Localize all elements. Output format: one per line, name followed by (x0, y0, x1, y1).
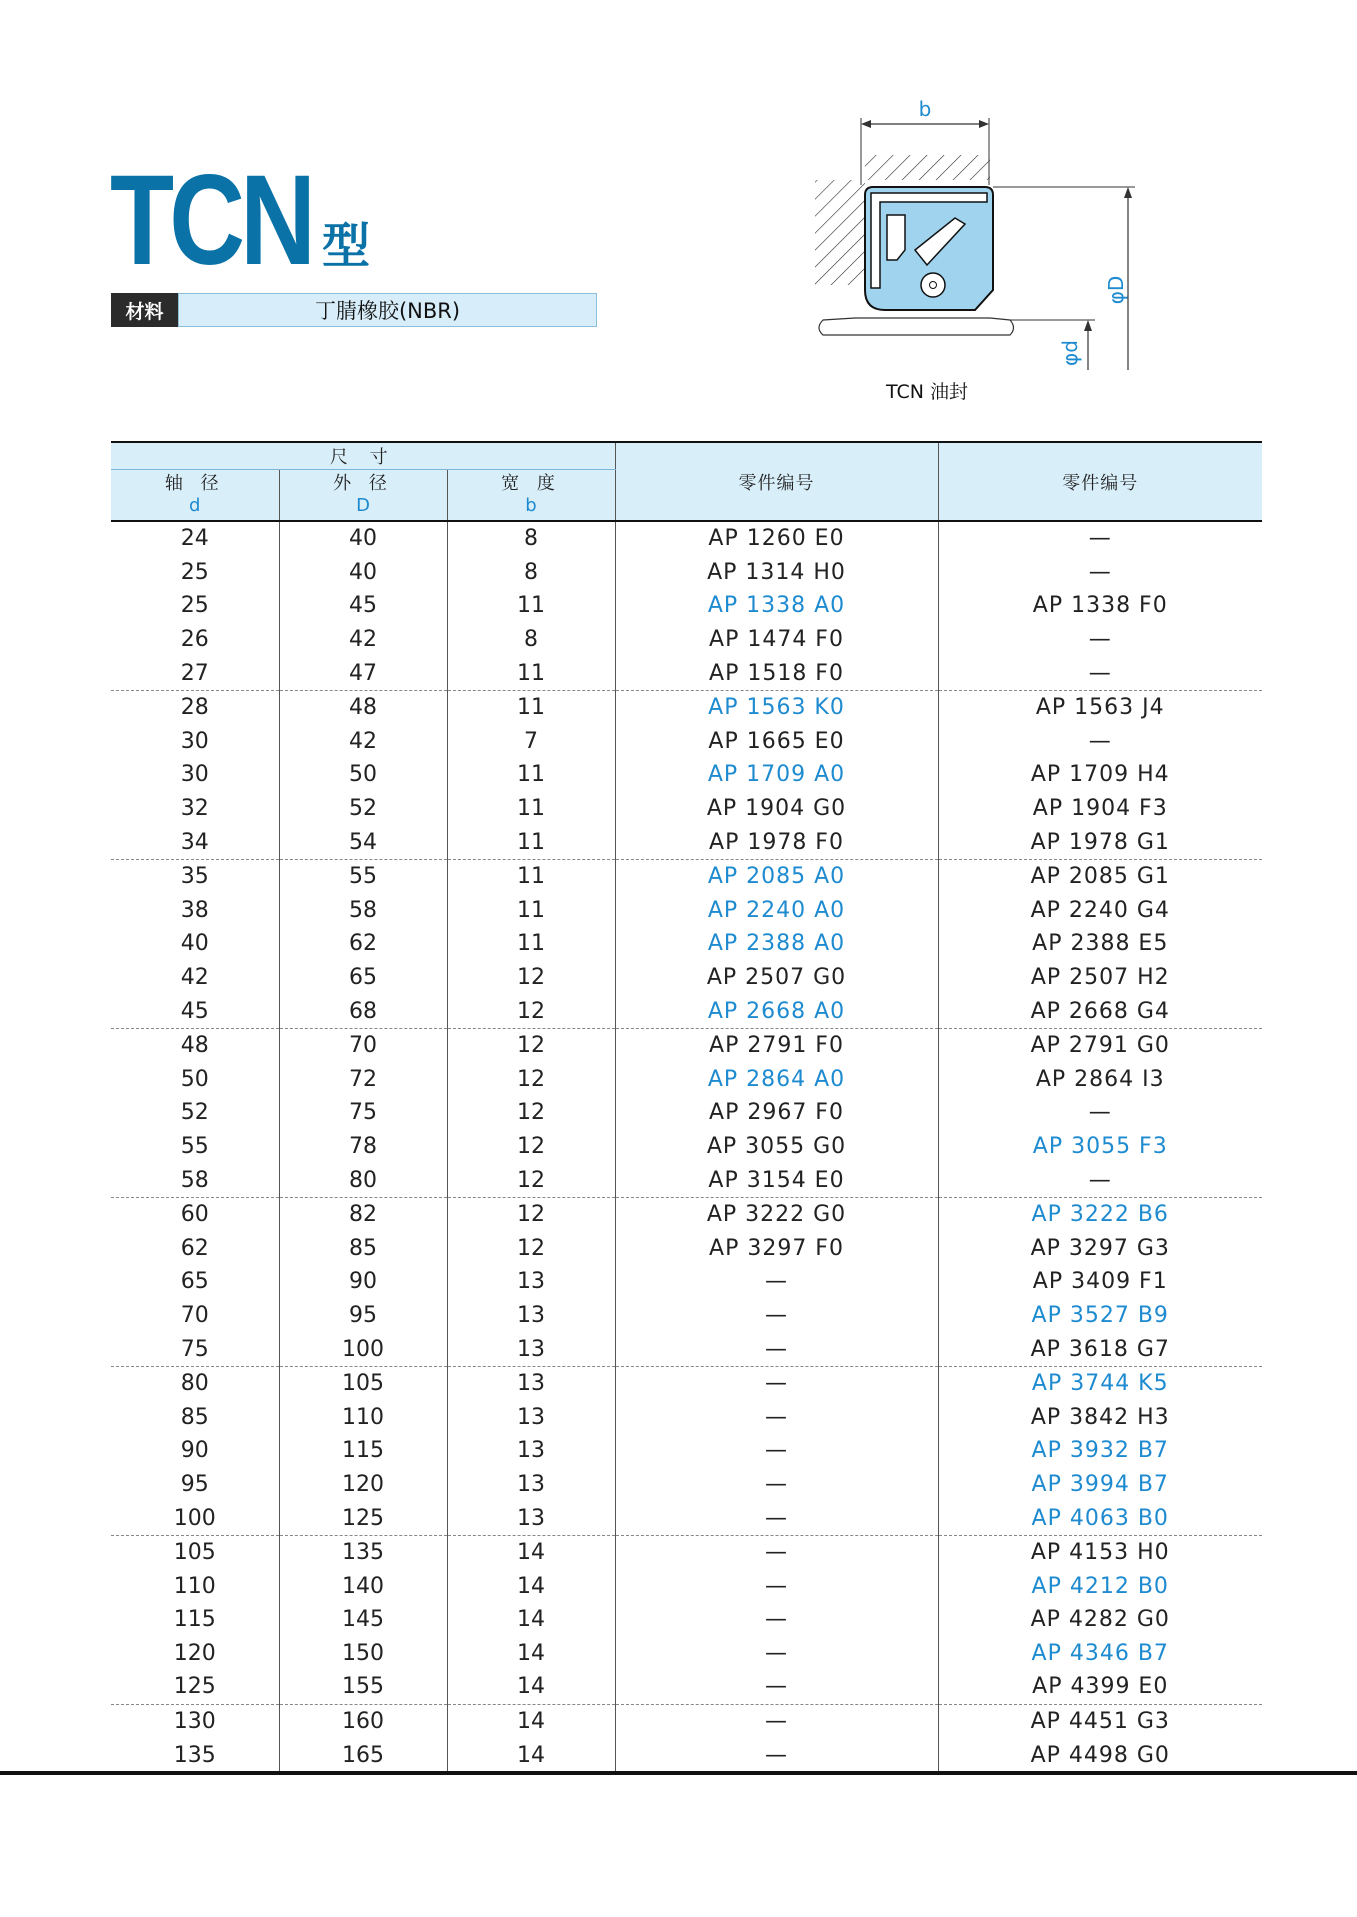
cell-part-no-1: AP 1904 G0 (615, 792, 938, 826)
cell-part-no-1: — (615, 1603, 938, 1637)
cell-part-no-2: AP 2864 I3 (1035, 1066, 1165, 1092)
cell-outer-dia: 58 (279, 894, 447, 928)
cell-width: 12 (447, 1163, 615, 1197)
cell-shaft-dia: 32 (111, 792, 279, 826)
cell-part-no-1: AP 1978 F0 (615, 825, 938, 859)
cell-part-no-1: — (615, 1569, 938, 1603)
cell-outer-dia: 140 (279, 1569, 447, 1603)
cell-part-no-2: — (1088, 1100, 1112, 1126)
column-header-part-no-2: 零件编号 (938, 443, 1262, 520)
table-row (111, 1028, 1262, 1062)
title-suffix: 型 (322, 220, 371, 273)
table-row (111, 690, 1262, 724)
cell-part-no-2: AP 4399 E0 (938, 1670, 1262, 1704)
page-title (110, 149, 371, 292)
cell-part-no-1: AP 1709 A0 (615, 758, 938, 792)
table-row (111, 1332, 1262, 1366)
cell-shaft-dia: 70 (111, 1299, 279, 1333)
cell-part-no-2: AP 4451 G3 (1030, 1709, 1170, 1735)
cell-part-no-1: AP 2791 F0 (615, 1028, 938, 1062)
cell-width: 11 (447, 690, 615, 724)
table-row (111, 1738, 1262, 1772)
cell-outer-dia: 145 (279, 1603, 447, 1637)
column-header-outer-dia: 外 径 D (279, 470, 447, 521)
table-row (111, 623, 1262, 657)
cell-width: 11 (447, 927, 615, 961)
cell-part-no-1: — (615, 1265, 938, 1299)
cell-part-no-2: — (938, 1163, 1262, 1197)
cell-width: 13 (447, 1501, 615, 1535)
cell-shaft-dia: 25 (111, 556, 279, 590)
cell-outer-dia: 105 (279, 1366, 447, 1400)
cell-part-no-1: AP 1665 E0 (615, 725, 938, 759)
cell-part-no-1: — (615, 1299, 938, 1333)
cell-outer-dia: 150 (279, 1637, 447, 1671)
table-row (111, 589, 1262, 623)
cell-part-no-2: AP 1563 J4 (1035, 695, 1165, 721)
cell-part-no-2: AP 3932 B7 (1031, 1438, 1169, 1464)
cell-part-no-1: AP 2864 A0 (615, 1063, 938, 1097)
cell-shaft-dia: 48 (111, 1028, 279, 1062)
table-row (111, 1670, 1262, 1704)
table-row (111, 725, 1262, 759)
cell-shaft-dia: 100 (111, 1501, 279, 1535)
cell-part-no-2: AP 3527 B9 (1031, 1302, 1169, 1328)
material-value: 丁腈橡胶(NBR) (178, 293, 597, 327)
cell-outer-dia: 54 (279, 825, 447, 859)
table-row (111, 1096, 1262, 1130)
cell-outer-dia: 135 (279, 1535, 447, 1569)
cell-width: 13 (447, 1468, 615, 1502)
table-row (111, 894, 1262, 928)
cell-shaft-dia: 55 (111, 1130, 279, 1164)
cell-outer-dia: 78 (279, 1130, 447, 1164)
bottom-rule (0, 1771, 1357, 1775)
cell-part-no-2: AP 2668 G4 (938, 994, 1262, 1028)
column-header-width: 宽 度 b (447, 470, 615, 521)
cell-part-no-2: AP 1904 F3 (1032, 796, 1168, 822)
cell-outer-dia: 40 (279, 556, 447, 590)
cell-outer-dia: 45 (279, 589, 447, 623)
cell-width: 11 (447, 792, 615, 826)
cell-outer-dia: 47 (279, 656, 447, 690)
cell-shaft-dia: 80 (111, 1366, 279, 1400)
cell-width: 8 (447, 521, 615, 556)
cell-width: 13 (447, 1366, 615, 1400)
cell-part-no-2: — (1088, 559, 1112, 585)
cell-width: 14 (447, 1603, 615, 1637)
cell-part-no-2: AP 2791 G0 (1030, 1033, 1170, 1059)
cell-width: 12 (447, 1231, 615, 1265)
table-row (111, 1468, 1262, 1502)
table-row (111, 1366, 1262, 1400)
cell-part-no-2: AP 3994 B7 (1031, 1471, 1169, 1497)
cell-width: 13 (447, 1434, 615, 1468)
table-row (111, 1704, 1262, 1738)
cell-outer-dia: 55 (279, 859, 447, 893)
cell-outer-dia: 70 (279, 1028, 447, 1062)
cell-shaft-dia: 24 (111, 521, 279, 556)
cell-part-no-2: AP 3744 K5 (1031, 1371, 1169, 1397)
cell-width: 12 (447, 1096, 615, 1130)
cell-shaft-dia: 62 (111, 1231, 279, 1265)
cell-outer-dia: 125 (279, 1501, 447, 1535)
cell-part-no-1: — (615, 1670, 938, 1704)
cell-width: 11 (447, 859, 615, 893)
table-row (111, 656, 1262, 690)
cell-width: 13 (447, 1265, 615, 1299)
table-row (111, 994, 1262, 1028)
cell-width: 8 (447, 556, 615, 590)
table-row (111, 792, 1262, 826)
table-row (111, 1063, 1262, 1097)
cell-shaft-dia: 135 (111, 1738, 279, 1772)
cell-part-no-1: AP 2967 F0 (615, 1096, 938, 1130)
cell-outer-dia: 48 (279, 690, 447, 724)
cell-part-no-1: AP 2240 A0 (615, 894, 938, 928)
table-row (111, 1434, 1262, 1468)
table-row (111, 556, 1262, 590)
column-header-shaft-dia: 轴 径 d (111, 470, 279, 521)
cell-outer-dia: 42 (279, 623, 447, 657)
cell-part-no-1: AP 1474 F0 (615, 623, 938, 657)
cell-part-no-1: AP 1314 H0 (615, 556, 938, 590)
cell-shaft-dia: 27 (111, 656, 279, 690)
cell-outer-dia: 100 (279, 1332, 447, 1366)
cell-part-no-2: AP 4282 G0 (1030, 1607, 1170, 1633)
dimension-table (111, 441, 1262, 1772)
cell-part-no-2: — (938, 656, 1262, 690)
cell-width: 11 (447, 656, 615, 690)
cell-width: 12 (447, 1028, 615, 1062)
cell-part-no-2: AP 3618 G7 (938, 1332, 1262, 1366)
cell-shaft-dia: 42 (111, 961, 279, 995)
cell-part-no-2: AP 3222 B6 (1031, 1202, 1169, 1228)
dimension-b-label: b (918, 97, 932, 121)
cell-outer-dia: 82 (279, 1197, 447, 1231)
cell-width: 13 (447, 1299, 615, 1333)
cell-shaft-dia: 40 (111, 927, 279, 961)
cell-outer-dia: 65 (279, 961, 447, 995)
cell-width: 11 (447, 589, 615, 623)
cell-shaft-dia: 30 (111, 758, 279, 792)
table-row (111, 1299, 1262, 1333)
material-bar (111, 293, 597, 327)
cell-shaft-dia: 35 (111, 859, 279, 893)
cell-part-no-2: AP 2388 E5 (1032, 931, 1169, 957)
dimension-D-label: φD (1104, 275, 1128, 305)
cell-part-no-1: AP 2085 A0 (615, 859, 938, 893)
table-row (111, 1265, 1262, 1299)
cell-part-no-1: — (615, 1366, 938, 1400)
cell-shaft-dia: 38 (111, 894, 279, 928)
cell-shaft-dia: 95 (111, 1468, 279, 1502)
cell-part-no-1: — (615, 1501, 938, 1535)
cell-outer-dia: 80 (279, 1163, 447, 1197)
cell-shaft-dia: 130 (111, 1704, 279, 1738)
cell-part-no-2: AP 1709 H4 (1030, 762, 1170, 788)
cell-part-no-1: AP 3297 F0 (615, 1231, 938, 1265)
cell-part-no-1: AP 3055 G0 (615, 1130, 938, 1164)
shaft (819, 318, 1014, 335)
garter-spring (921, 273, 945, 297)
table-group-header: 尺 寸 (111, 443, 615, 470)
cell-part-no-1: AP 2388 A0 (615, 927, 938, 961)
table-row (111, 1400, 1262, 1434)
cell-part-no-2: AP 3409 F1 (1032, 1269, 1168, 1295)
cell-width: 13 (447, 1400, 615, 1434)
cell-shaft-dia: 75 (111, 1332, 279, 1366)
cell-part-no-2: — (1088, 526, 1112, 552)
cell-outer-dia: 90 (279, 1265, 447, 1299)
cell-part-no-2: AP 2085 G1 (1030, 864, 1170, 890)
cell-outer-dia: 42 (279, 725, 447, 759)
cell-part-no-1: AP 2507 G0 (615, 961, 938, 995)
cell-outer-dia: 110 (279, 1400, 447, 1434)
diagram-caption: TCN 油封 (885, 381, 969, 403)
table-row (111, 1569, 1262, 1603)
cell-width: 14 (447, 1569, 615, 1603)
cell-outer-dia: 115 (279, 1434, 447, 1468)
cell-shaft-dia: 25 (111, 589, 279, 623)
cell-width: 11 (447, 758, 615, 792)
cell-shaft-dia: 110 (111, 1569, 279, 1603)
cell-outer-dia: 75 (279, 1096, 447, 1130)
cell-shaft-dia: 115 (111, 1603, 279, 1637)
cell-part-no-2: AP 3297 G3 (1030, 1235, 1170, 1261)
cell-part-no-2: AP 4212 B0 (1031, 1573, 1169, 1599)
dimension-d-label: φd (1058, 340, 1082, 366)
cell-width: 12 (447, 994, 615, 1028)
cell-part-no-1: — (615, 1738, 938, 1772)
cell-width: 14 (447, 1535, 615, 1569)
table-row (111, 825, 1262, 859)
cell-width: 14 (447, 1738, 615, 1772)
cell-part-no-1: AP 1260 E0 (615, 521, 938, 556)
cell-part-no-1: — (615, 1468, 938, 1502)
cell-part-no-2: AP 1978 G1 (938, 825, 1262, 859)
cell-shaft-dia: 120 (111, 1637, 279, 1671)
cell-shaft-dia: 28 (111, 690, 279, 724)
cell-outer-dia: 68 (279, 994, 447, 1028)
cell-part-no-2: AP 3055 F3 (1032, 1133, 1168, 1159)
cell-shaft-dia: 50 (111, 1063, 279, 1097)
cell-part-no-2: AP 4498 G0 (1030, 1742, 1170, 1768)
material-label: 材料 (111, 293, 178, 327)
cell-width: 14 (447, 1637, 615, 1671)
cell-shaft-dia: 52 (111, 1096, 279, 1130)
cell-width: 8 (447, 623, 615, 657)
cell-outer-dia: 120 (279, 1468, 447, 1502)
cell-shaft-dia: 30 (111, 725, 279, 759)
table-row (111, 1637, 1262, 1671)
table-row (111, 521, 1262, 556)
cell-part-no-1: AP 3154 E0 (615, 1163, 938, 1197)
cell-part-no-2: AP 2240 G4 (1030, 897, 1170, 923)
cell-part-no-1: AP 2668 A0 (615, 994, 938, 1028)
cell-part-no-2: — (1088, 728, 1112, 754)
table-body (111, 521, 1262, 1772)
cell-shaft-dia: 85 (111, 1400, 279, 1434)
cell-part-no-1: — (615, 1332, 938, 1366)
cell-width: 7 (447, 725, 615, 759)
table-row (111, 927, 1262, 961)
cell-width: 12 (447, 1197, 615, 1231)
cell-part-no-2: AP 1338 F0 (1032, 593, 1168, 619)
cell-outer-dia: 62 (279, 927, 447, 961)
table-row (111, 1535, 1262, 1569)
oil-seal-diagram (805, 90, 1150, 410)
table-row (111, 1197, 1262, 1231)
table-row (111, 1163, 1262, 1197)
cell-shaft-dia: 105 (111, 1535, 279, 1569)
cell-outer-dia: 40 (279, 521, 447, 556)
table-row (111, 1603, 1262, 1637)
cell-width: 13 (447, 1332, 615, 1366)
cell-width: 11 (447, 894, 615, 928)
cell-part-no-1: AP 1563 K0 (615, 690, 938, 724)
table-row (111, 859, 1262, 893)
cell-part-no-1: — (615, 1434, 938, 1468)
cell-shaft-dia: 90 (111, 1434, 279, 1468)
table-row (111, 1231, 1262, 1265)
cell-part-no-1: AP 3222 G0 (615, 1197, 938, 1231)
cell-width: 14 (447, 1670, 615, 1704)
cell-part-no-1: — (615, 1637, 938, 1671)
cell-shaft-dia: 45 (111, 994, 279, 1028)
cell-shaft-dia: 58 (111, 1163, 279, 1197)
cell-part-no-2: AP 3842 H3 (1030, 1404, 1170, 1430)
cell-part-no-2: — (1088, 627, 1112, 653)
cell-width: 11 (447, 825, 615, 859)
cell-shaft-dia: 26 (111, 623, 279, 657)
cell-outer-dia: 72 (279, 1063, 447, 1097)
cell-part-no-2: AP 4153 H0 (1030, 1540, 1170, 1566)
table-row (111, 1501, 1262, 1535)
table-row (111, 1130, 1262, 1164)
table-row (111, 758, 1262, 792)
cell-shaft-dia: 125 (111, 1670, 279, 1704)
cell-width: 12 (447, 1063, 615, 1097)
cell-outer-dia: 85 (279, 1231, 447, 1265)
cell-outer-dia: 165 (279, 1738, 447, 1772)
cell-outer-dia: 155 (279, 1670, 447, 1704)
cell-shaft-dia: 65 (111, 1265, 279, 1299)
column-header-part-no-1: 零件编号 (615, 443, 938, 520)
cell-outer-dia: 95 (279, 1299, 447, 1333)
cell-part-no-1: — (615, 1704, 938, 1738)
cell-part-no-1: AP 1338 A0 (615, 589, 938, 623)
cell-outer-dia: 160 (279, 1704, 447, 1738)
table-row (111, 961, 1262, 995)
cell-width: 12 (447, 1130, 615, 1164)
cell-part-no-1: — (615, 1535, 938, 1569)
cell-part-no-2: AP 4346 B7 (1031, 1640, 1169, 1666)
title-main: TCN (110, 149, 311, 292)
cell-shaft-dia: 34 (111, 825, 279, 859)
cell-width: 12 (447, 961, 615, 995)
cell-shaft-dia: 60 (111, 1197, 279, 1231)
cell-part-no-1: AP 1518 F0 (615, 656, 938, 690)
cell-outer-dia: 52 (279, 792, 447, 826)
cell-width: 14 (447, 1704, 615, 1738)
cell-part-no-1: — (615, 1400, 938, 1434)
cell-part-no-2: AP 4063 B0 (938, 1501, 1262, 1535)
cell-outer-dia: 50 (279, 758, 447, 792)
cell-part-no-2: AP 2507 H2 (1030, 965, 1170, 991)
